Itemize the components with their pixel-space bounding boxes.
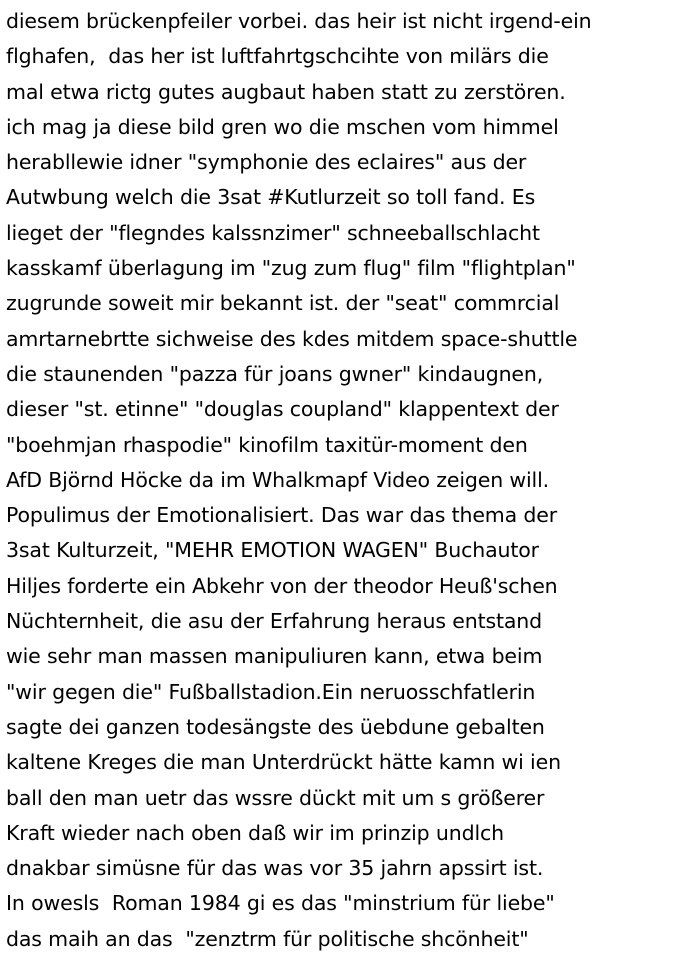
- text-line: "boehmjan rhaspodie" kinofilm taxitür-moment den: [6, 432, 528, 457]
- text-line: "wir gegen die" Fußballstadion.Ein neruosschfatlerin: [6, 679, 536, 704]
- text-line: herabllewie idner "symphonie des eclaires" aus der: [6, 150, 527, 175]
- text-line: In owesls Roman 1984 gi es das "minstrium für liebe": [6, 891, 555, 916]
- text-line: Hiljes forderte ein Abkehr von der theodor Heuß'schen: [6, 573, 558, 598]
- text-line: kasskamf überlagung im "zug zum flug" film "flightplan": [6, 256, 576, 281]
- text-line: flghafen, das her ist luftfahrtgschcihte von milärs die: [6, 44, 549, 69]
- text-line: Autwbung welch die 3sat #Kutlurzeit so toll fand. Es: [6, 185, 536, 210]
- text-line: dieser "st. etinne" "douglas coupland" klappentext der: [6, 397, 559, 422]
- text-line: ich mag ja diese bild gren wo die mschen vom himmel: [6, 114, 559, 139]
- text-line: sagte dei ganzen todesängste des üebdune gebalten: [6, 714, 545, 739]
- text-line: 3sat Kulturzeit, "MEHR EMOTION WAGEN" Buchautor: [6, 538, 539, 563]
- text-line: dnakbar simüsne für das was vor 35 jahrn apssirt ist.: [6, 856, 544, 881]
- text-line: kaltene Kreges die man Unterdrückt hätte kamn wi ien: [6, 750, 561, 775]
- text-line: zugrunde soweit mir bekannt ist. der "seat" commrcial: [6, 291, 560, 316]
- text-line: Nüchternheit, die asu der Erfahrung heraus entstand: [6, 609, 542, 634]
- text-line: Kraft wieder nach oben daß wir im prinzip undlch: [6, 820, 504, 845]
- text-line: lieget der "flegndes kalssnzimer" schneeballschlacht: [6, 220, 540, 245]
- text-line: AfD Björnd Höcke da im Whalkmapf Video zeigen will.: [6, 467, 550, 492]
- text-line: ball den man uetr das wssre dückt mit um s größerer: [6, 785, 545, 810]
- text-line: wie sehr man massen manipuliuren kann, etwa beim: [6, 644, 543, 669]
- text-line: Populimus der Emotionalisiert. Das war das thema der: [6, 503, 558, 528]
- text-line: mal etwa rictg gutes augbaut haben statt zu zerstören.: [6, 79, 566, 104]
- text-line: amrtarnebrtte sichweise des kdes mitdem space-shuttle: [6, 326, 578, 351]
- text-line: diesem brückenpfeiler vorbei. das heir ist nicht irgend-ein: [6, 9, 592, 33]
- text-line: die staunenden "pazza für joans gwner" kindaugnen,: [6, 361, 544, 386]
- text-line: das maih an das "zenztrm für politische shcönheit": [6, 926, 529, 951]
